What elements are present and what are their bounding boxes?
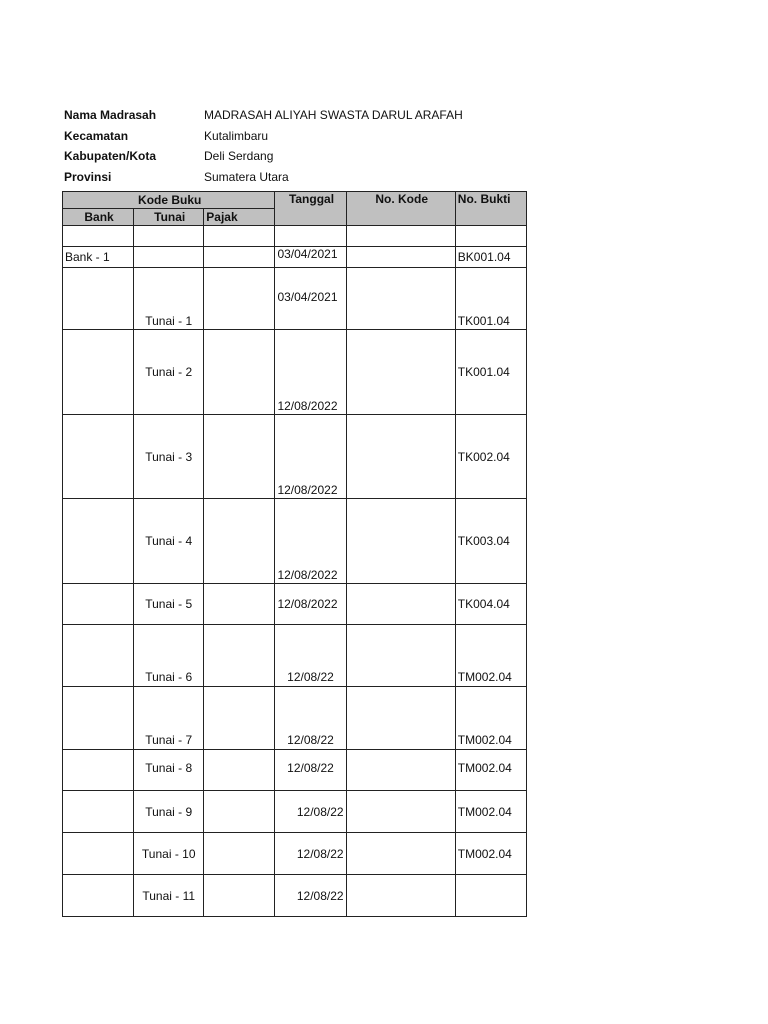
table-row	[63, 247, 527, 268]
table-row	[63, 833, 527, 875]
cell-no-kode	[346, 268, 455, 330]
cell-tanggal: 12/08/22	[275, 625, 346, 687]
cell-pajak	[204, 875, 275, 917]
cell-tunai: Tunai - 1	[134, 268, 204, 330]
cell-tanggal: 03/04/2021	[275, 268, 346, 330]
cell-no-kode	[346, 415, 455, 499]
cell-bank	[63, 584, 134, 625]
cell-tanggal: 12/08/22	[275, 833, 346, 875]
cell-bank	[63, 330, 134, 415]
header-kode-buku: Kode Buku	[63, 192, 275, 209]
cell-tanggal: 12/08/2022	[275, 584, 346, 625]
table-row	[63, 584, 527, 625]
cell-tunai	[134, 247, 204, 268]
cell-bank	[63, 875, 134, 917]
info-value: Kutalimbaru	[204, 128, 269, 143]
cell-tanggal: 12/08/2022	[275, 499, 346, 584]
info-value: MADRASAH ALIYAH SWASTA DARUL ARAFAH	[204, 108, 463, 122]
info-label: Kabupaten/Kota	[64, 149, 157, 163]
cell-no-kode	[346, 226, 455, 247]
header-no-bukti: No. Bukti	[455, 192, 526, 226]
cell-no-kode	[346, 875, 455, 917]
cell-no-bukti: TK001.04	[455, 330, 526, 415]
cell-bank	[63, 226, 134, 247]
cell-pajak	[204, 625, 275, 687]
header-no-kode: No. Kode	[346, 192, 455, 226]
cell-tanggal: 12/08/2022	[275, 330, 346, 415]
cell-tunai: Tunai - 2	[134, 330, 204, 415]
cell-pajak	[204, 226, 275, 247]
info-label: Provinsi	[64, 169, 112, 184]
header-tunai: Tunai	[134, 209, 204, 226]
cell-no-bukti	[455, 226, 526, 247]
cell-tunai: Tunai - 7	[134, 687, 204, 750]
cell-pajak	[204, 833, 275, 875]
header-tanggal: Tanggal	[275, 192, 346, 226]
cell-pajak	[204, 687, 275, 750]
cell-no-kode	[346, 833, 455, 875]
cell-tanggal: 12/08/22	[275, 875, 346, 917]
table-row	[63, 330, 527, 415]
cell-no-bukti: TK002.04	[455, 415, 526, 499]
cell-tanggal: 12/08/22	[275, 791, 346, 833]
cell-no-bukti: TM002.04	[455, 833, 526, 875]
cell-bank	[63, 750, 134, 791]
cell-bank	[63, 415, 134, 499]
cell-tunai: Tunai - 11	[134, 875, 204, 917]
cell-no-bukti: TK001.04	[455, 268, 526, 330]
ledger-table	[62, 191, 527, 917]
cell-no-bukti: TM002.04	[455, 687, 526, 750]
cell-tanggal: 03/04/2021	[275, 247, 346, 268]
cell-no-bukti: TM002.04	[455, 791, 526, 833]
cell-tunai: Tunai - 4	[134, 499, 204, 584]
info-value: Deli Serdang	[204, 149, 274, 163]
table-row	[63, 875, 527, 917]
cell-bank	[63, 791, 134, 833]
cell-bank	[63, 268, 134, 330]
cell-tunai: Tunai - 10	[134, 833, 204, 875]
cell-tanggal: 12/08/22	[275, 750, 346, 791]
cell-no-bukti	[455, 875, 526, 917]
header-pajak: Pajak	[204, 209, 275, 226]
cell-pajak	[204, 330, 275, 415]
table-row	[63, 625, 527, 687]
table-row	[63, 750, 527, 791]
cell-no-bukti: TM002.04	[455, 750, 526, 791]
cell-pajak	[204, 584, 275, 625]
cell-pajak	[204, 499, 275, 584]
table-row	[63, 687, 527, 750]
cell-bank	[63, 833, 134, 875]
cell-bank: Bank - 1	[63, 247, 134, 268]
cell-no-bukti: TK004.04	[455, 584, 526, 625]
cell-tunai	[134, 226, 204, 247]
cell-no-bukti: TM002.04	[455, 625, 526, 687]
table-row	[63, 499, 527, 584]
info-label: Kecamatan	[64, 128, 129, 143]
cell-pajak	[204, 247, 275, 268]
cell-pajak	[204, 791, 275, 833]
cell-tanggal: 12/08/2022	[275, 415, 346, 499]
info-label: Nama Madrasah	[64, 108, 157, 122]
cell-no-kode	[346, 791, 455, 833]
cell-bank	[63, 499, 134, 584]
cell-tanggal	[275, 226, 346, 247]
header-bank: Bank	[63, 209, 134, 226]
cell-tanggal: 12/08/22	[275, 687, 346, 750]
cell-no-kode	[346, 750, 455, 791]
table-row	[63, 791, 527, 833]
cell-pajak	[204, 750, 275, 791]
cell-no-kode	[346, 330, 455, 415]
cell-no-kode	[346, 625, 455, 687]
cell-tunai: Tunai - 5	[134, 584, 204, 625]
cell-tunai: Tunai - 3	[134, 415, 204, 499]
cell-tunai: Tunai - 9	[134, 791, 204, 833]
cell-pajak	[204, 415, 275, 499]
cell-no-bukti: TK003.04	[455, 499, 526, 584]
cell-pajak	[204, 268, 275, 330]
cell-no-bukti: BK001.04	[455, 247, 526, 268]
cell-tunai: Tunai - 6	[134, 625, 204, 687]
cell-no-kode	[346, 687, 455, 750]
cell-no-kode	[346, 247, 455, 268]
table-row	[63, 415, 527, 499]
table-row	[63, 268, 527, 330]
info-value: Sumatera Utara	[204, 169, 289, 184]
cell-no-kode	[346, 584, 455, 625]
cell-no-kode	[346, 499, 455, 584]
cell-tunai: Tunai - 8	[134, 750, 204, 791]
cell-bank	[63, 625, 134, 687]
table-row	[63, 226, 527, 247]
cell-bank	[63, 687, 134, 750]
